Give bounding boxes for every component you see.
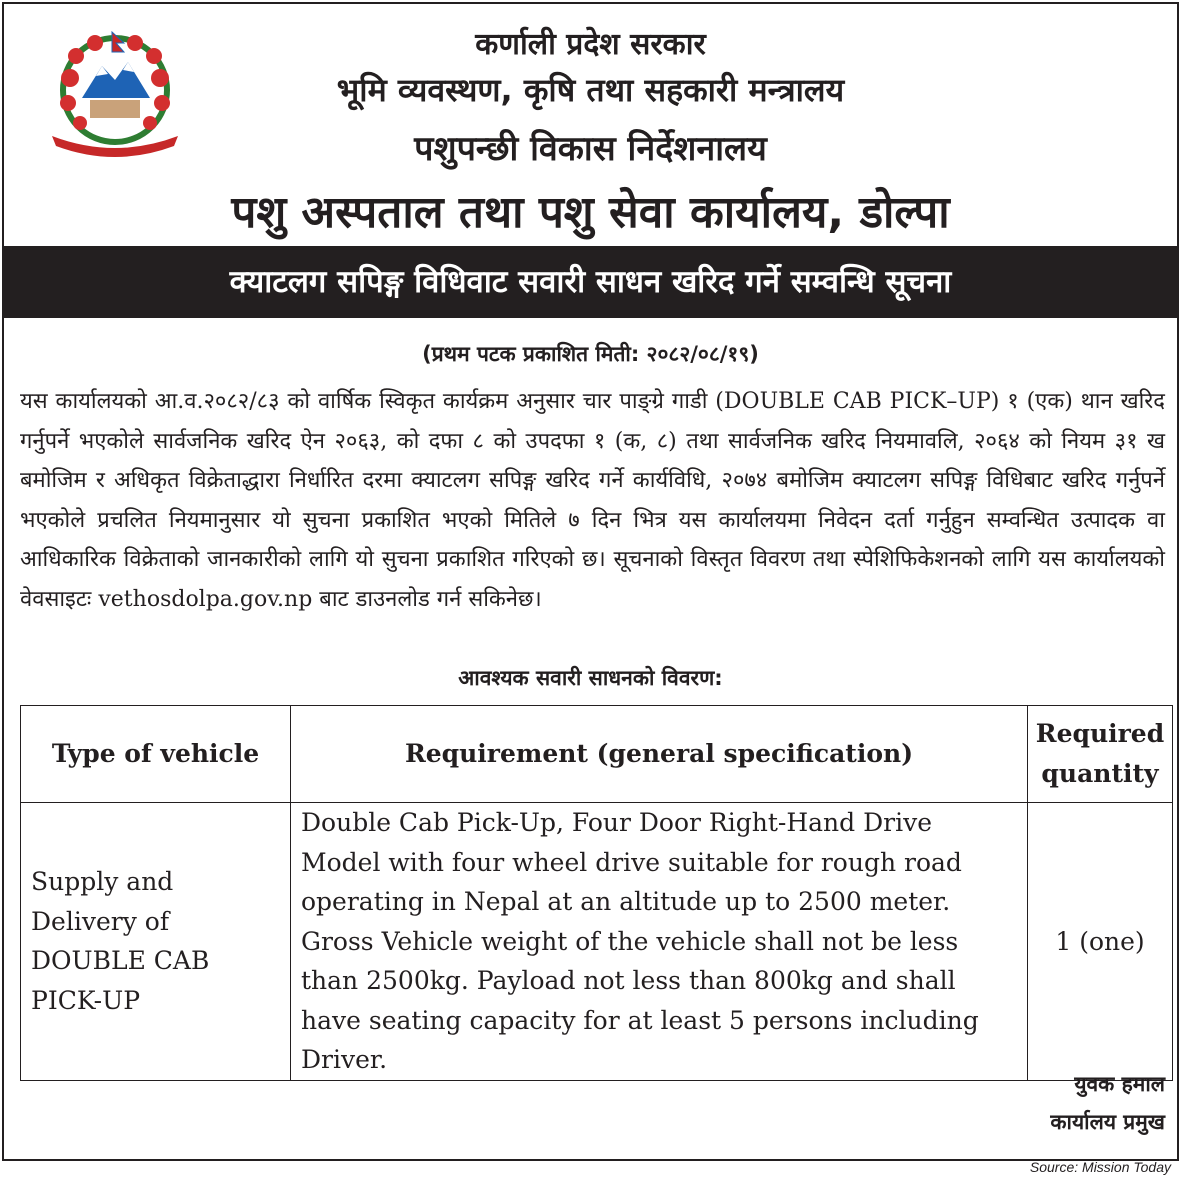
cell-quantity: 1 (one) — [1028, 803, 1173, 1081]
notice-title: क्याटलग सपिङ्ग विधिवाट सवारी साधन खरिद गर्ने सम्वन्धि सूचना — [2, 246, 1179, 318]
signatory-name: युवक हमाल — [1074, 1072, 1165, 1096]
header-office: पशु अस्पताल तथा पशु सेवा कार्यालय, डोल्पा — [231, 187, 950, 238]
cell-type: Supply and Delivery of DOUBLE CAB PICK-UP — [21, 803, 291, 1081]
cell-requirement: Double Cab Pick-Up, Four Door Right-Hand Drive Model with four wheel drive suitable for rough road operating in Nepal at an altitude up to 2500 meter. Gross Vehicle weight of the vehicle shall not be less than 2500kg. Payload not less than 800kg and shall have seating capacity for at least 5 persons including Driver. — [291, 803, 1028, 1081]
table-header-row — [21, 706, 1173, 803]
publish-date: (प्रथम पटक प्रकाशित मिती: २०८२/०८/१९) — [422, 342, 759, 366]
header-requirement: Requirement (general specification) — [291, 706, 1028, 803]
header-quantity: Required quantity — [1028, 706, 1173, 803]
table-heading: आवश्यक सवारी साधनको विवरण: — [458, 666, 723, 690]
table-row — [21, 803, 1173, 1081]
header-ministry: भूमि व्यवस्थण, कृषि तथा सहकारी मन्त्रालय — [336, 71, 845, 109]
header-directorate: पशुपन्छी विकास निर्देशनालय — [414, 129, 767, 169]
signatory-title: कार्यालय प्रमुख — [1050, 1110, 1165, 1134]
vehicle-table — [20, 705, 1173, 1081]
header-type: Type of vehicle — [21, 706, 291, 803]
header-province: कर्णाली प्रदेश सरकार — [475, 27, 706, 62]
source-credit: Source: Mission Today — [1029, 1159, 1171, 1175]
notice-body: यस कार्यालयको आ.व.२०८२/८३ को वार्षिक स्विकृत कार्यक्रम अनुसार चार पाङ्ग्रे गाडी (DOUBLE CAB PICK–UP) १ (एक) थान खरिद गर्नुपर्ने भएकोले सार्वजनिक खरिद ऐन २०६३, को दफा ८ को उपदफा १ (क, ८) तथा सार्वजनिक खरिद नियमावलि, २०६४ को नियम ३१ ख बमोजिम र अधिकृत विक्रेताद्धारा निर्धारित दरमा क्याटलग सपिङ्ग खरिद गर्ने कार्यविधि, २०७४ बमोजिम क्याटलग सपिङ्ग विधिबाट खरिद गर्नुपर्ने भएकोले प्रचलित नियमानुसार यो सुचना प्रकाशित भएको मितिले ७ दिन भित्र यस कार्यालयमा निवेदन दर्ता गर्नुहुन सम्वन्धित उत्पादक वा आधिकारिक विक्रेताको जानकारीको लागि यो सुचना प्रकाशित गरिएको छ। सूचनाको विस्तृत विवरण तथा स्पेशिफिकेशनको लागि यस कार्यालयको वेवसाइटः vethosdolpa.gov.np बाट डाउनलोड गर्न सकिनेछ। — [20, 389, 1165, 612]
